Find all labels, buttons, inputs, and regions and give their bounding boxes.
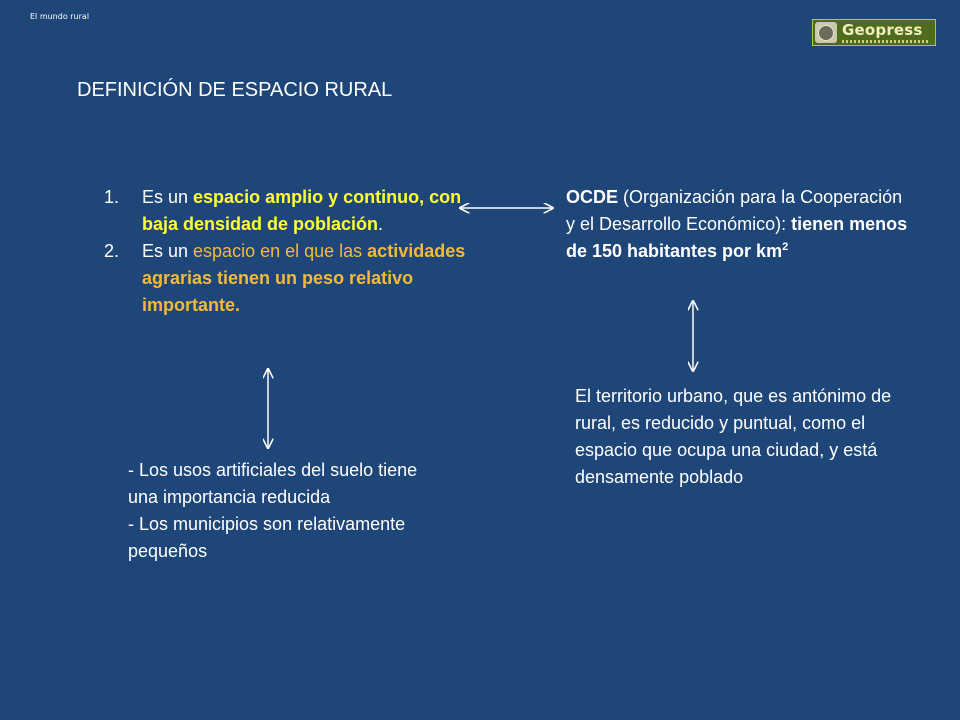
- item2-highlight-2: actividades agrarias tienen un peso relativo importante.: [142, 241, 466, 315]
- item2-prefix: Es un: [142, 241, 194, 261]
- item1-prefix: Es un: [142, 187, 194, 207]
- ocde-threshold: tienen menos de 150 habitantes por km: [566, 214, 908, 261]
- item2-highlight-1: espacio en el que las: [193, 241, 363, 261]
- logo-brand: Geopress: [842, 20, 923, 39]
- slide-title: DEFINICIÓN DE ESPACIO RURAL: [77, 79, 393, 101]
- header-label: El mundo rural: [30, 12, 90, 21]
- ocde-text: (Organización para la Cooperación y el Desarrollo Económico):: [566, 187, 903, 234]
- land-use-line-2: - Los municipios son relativamente pequeños: [128, 514, 406, 561]
- item1-suffix: .: [378, 214, 384, 234]
- urban-territory-text: El territorio urbano, que es antónimo de rural, es reducido y puntual, como el espacio que ocupa una ciudad, y está densamente poblado: [575, 386, 892, 487]
- list-number-2: 2.: [104, 241, 120, 261]
- land-use-line-1: - Los usos artificiales del suelo tiene una importancia reducida: [128, 460, 418, 507]
- item1-highlight: espacio amplio y continuo, con baja densidad de población: [142, 187, 462, 234]
- list-number-1: 1.: [104, 187, 120, 207]
- ocde-acronym: OCDE: [566, 187, 619, 207]
- ocde-superscript: 2: [782, 241, 789, 253]
